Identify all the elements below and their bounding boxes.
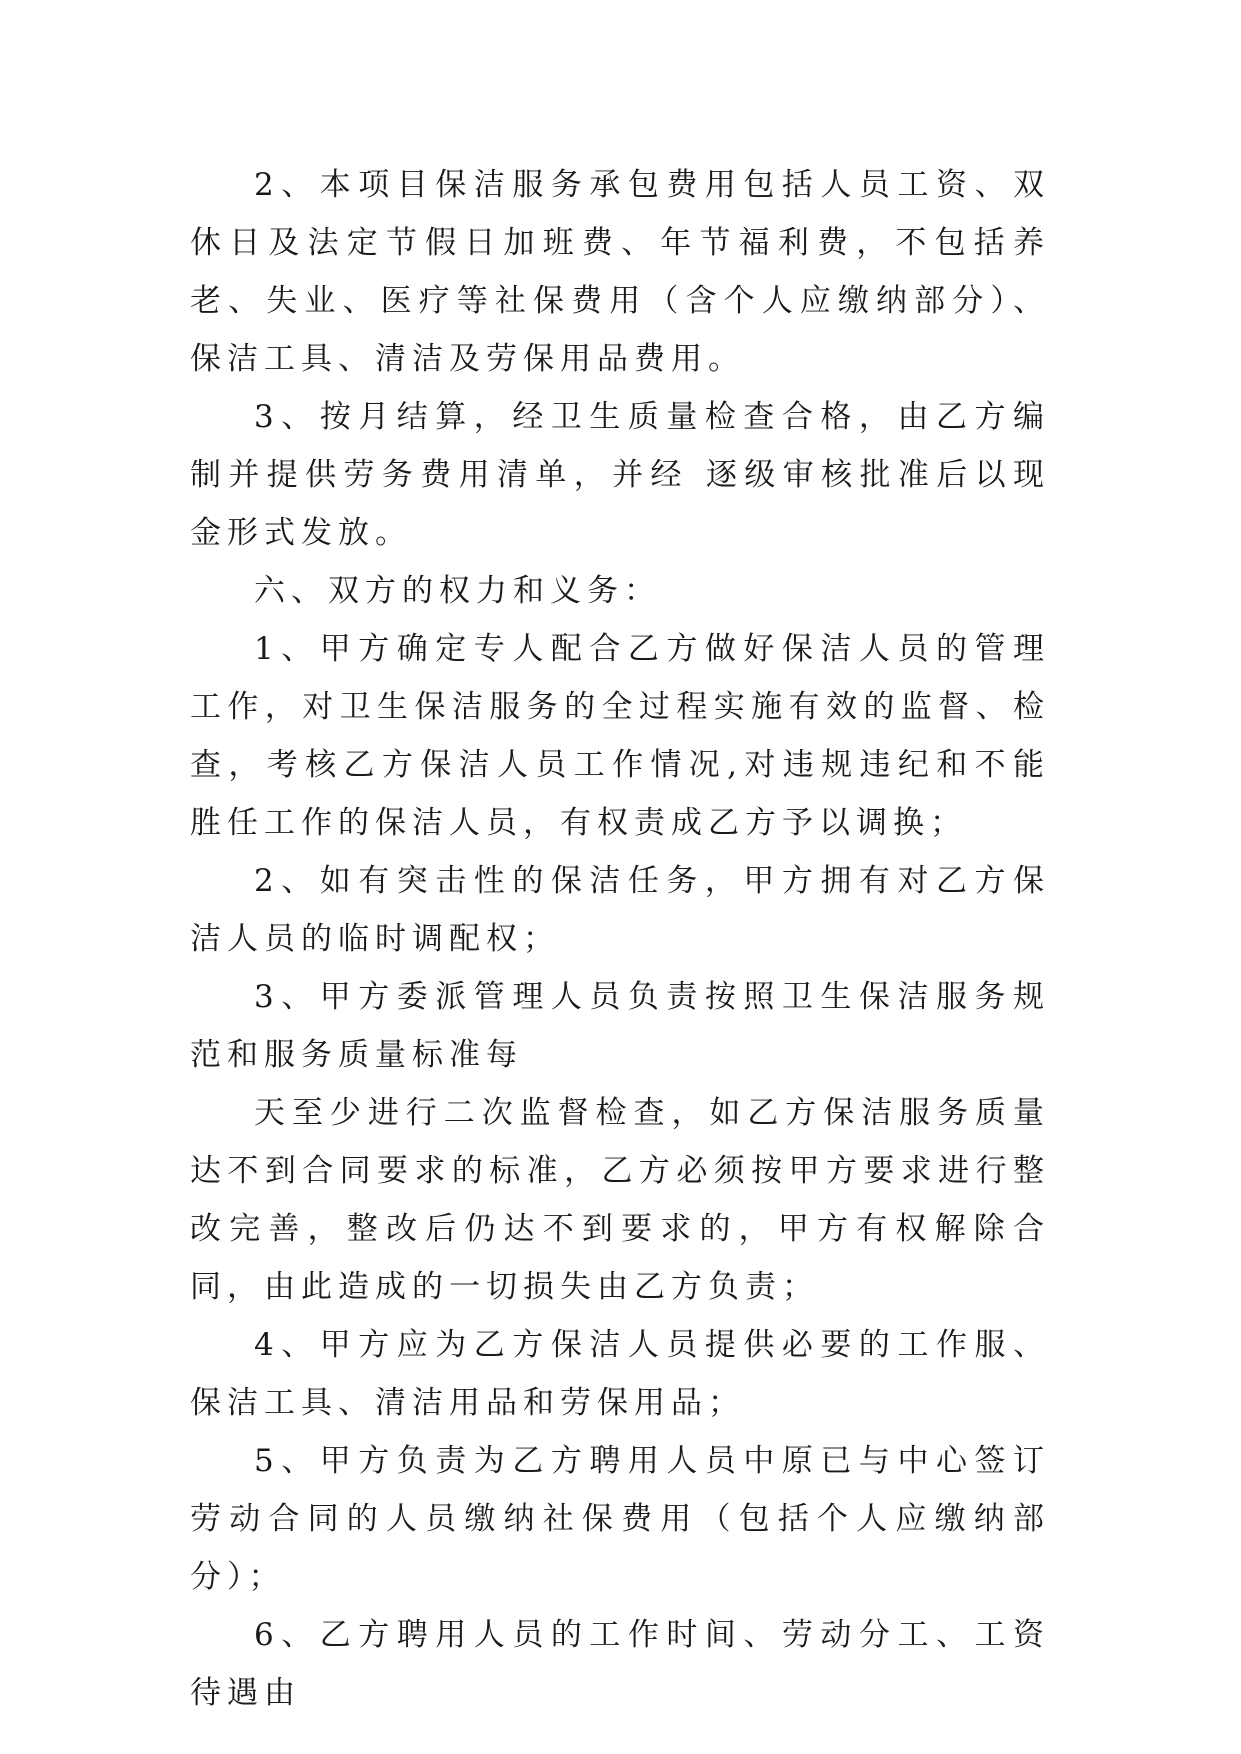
document-body xyxy=(190,156,1050,1722)
paragraph-obligation-2: 2、如有突击性的保洁任务，甲方拥有对乙方保洁人员的临时调配权； xyxy=(190,863,1050,957)
paragraph-obligation-5: 5、甲方负责为乙方聘用人员中原已与中心签订劳动合同的人员缴纳社保费用（包括个人应缴纳部分）； xyxy=(190,1443,1050,1595)
paragraph-fee-scope: 2、本项目保洁服务承包费用包括人员工资、双休日及法定节假日加班费、年节福利费，不包括养老、失业、医疗等社保费用（含个人应缴纳部分）、保洁工具、清洁及劳保用品费用。 xyxy=(190,167,1050,377)
paragraph-obligation-1: 1、甲方确定专人配合乙方做好保洁人员的管理工作，对卫生保洁服务的全过程实施有效的监督、检查，考核乙方保洁人员工作情况,对违规违纪和不能胜任工作的保洁人员，有权责成乙方予以调换； xyxy=(190,631,1050,841)
paragraph-settlement: 3、按月结算，经卫生质量检查合格，由乙方编制并提供劳务费用清单，并经 逐级审核批准后以现金形式发放。 xyxy=(190,399,1050,551)
paragraph-obligation-3: 3、甲方委派管理人员负责按照卫生保洁服务规范和服务质量标准每 xyxy=(190,979,1050,1073)
paragraph-obligation-3-continued: 天至少进行二次监督检查，如乙方保洁服务质量达不到合同要求的标准，乙方必须按甲方要求进行整改完善，整改后仍达不到要求的，甲方有权解除合同，由此造成的一切损失由乙方负责； xyxy=(190,1095,1050,1305)
paragraph-obligation-4: 4、甲方应为乙方保洁人员提供必要的工作服、保洁工具、清洁用品和劳保用品； xyxy=(190,1327,1050,1421)
section-heading-rights-obligations: 六、双方的权力和义务： xyxy=(254,573,661,609)
paragraph-obligation-6: 6、乙方聘用人员的工作时间、劳动分工、工资待遇由 xyxy=(190,1617,1050,1711)
